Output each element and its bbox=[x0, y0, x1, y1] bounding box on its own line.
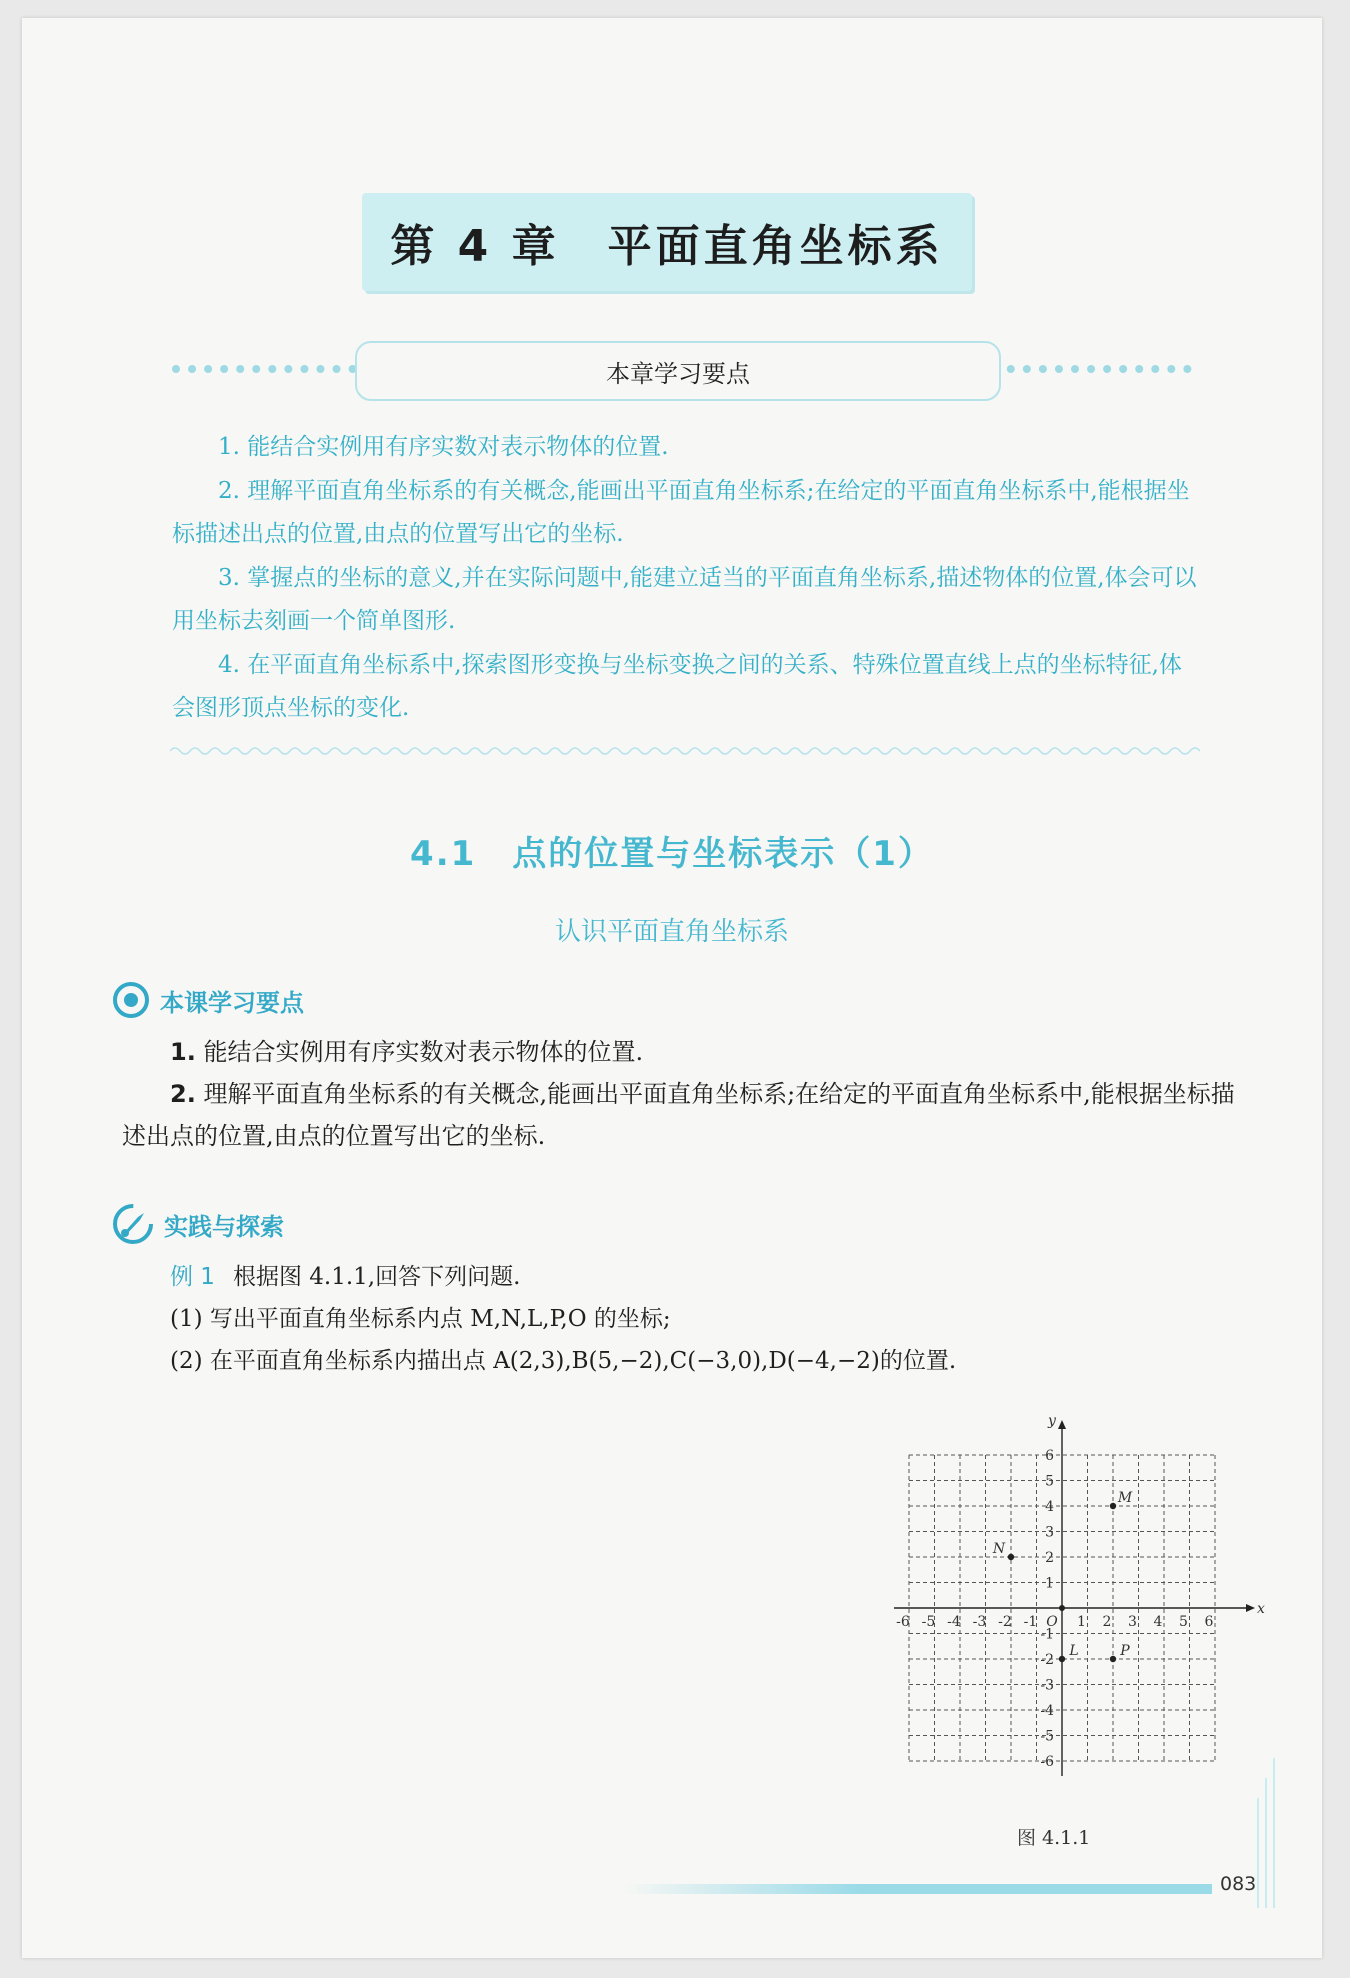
point-M bbox=[1110, 1503, 1116, 1509]
example-1 bbox=[170, 1256, 1250, 1382]
question-2: (2) 在平面直角坐标系内描出点 A(2,3),B(5,−2),C(−3,0),D(−4,−2)的位置. bbox=[170, 1348, 957, 1374]
rocket-icon bbox=[112, 1203, 154, 1245]
x-tick-label: -2 bbox=[998, 1614, 1012, 1630]
lesson-point-number: 1. bbox=[170, 1038, 196, 1066]
x-tick-label: -3 bbox=[972, 1614, 987, 1630]
chapter-key-points-list bbox=[172, 426, 1202, 731]
example-label: 例 1 bbox=[170, 1264, 215, 1290]
question-1: (1) 写出平面直角坐标系内点 M,N,L,P,O 的坐标; bbox=[170, 1306, 671, 1332]
x-tick-label: 1 bbox=[1077, 1614, 1086, 1630]
section-title: 4.1 点的位置与坐标表示（1） bbox=[410, 834, 934, 874]
figure-caption: 图 4.1.1 bbox=[1017, 1827, 1091, 1849]
example-text: 根据图 4.1.1,回答下列问题. bbox=[232, 1264, 521, 1290]
lesson-point-text: 能结合实例用有序实数对表示物体的位置. bbox=[195, 1038, 644, 1066]
y-tick-label: -3 bbox=[1040, 1677, 1054, 1694]
y-tick-label: 1 bbox=[1045, 1575, 1054, 1592]
point-label-N: N bbox=[992, 1541, 1006, 1557]
y-tick-label: -5 bbox=[1040, 1728, 1054, 1745]
x-tick-label: 3 bbox=[1128, 1614, 1137, 1630]
y-tick-label: 3 bbox=[1045, 1524, 1054, 1541]
y-tick-label: 5 bbox=[1045, 1473, 1054, 1490]
point-label-P: P bbox=[1120, 1643, 1130, 1659]
y-tick-label: -2 bbox=[1040, 1652, 1054, 1668]
wave-divider bbox=[170, 745, 1200, 757]
y-tick-label: 2 bbox=[1045, 1550, 1054, 1566]
footer-bar bbox=[622, 1884, 1212, 1894]
chapter-key-point: 4. 在平面直角坐标系中,探索图形变换与坐标变换之间的关系、特殊位置直线上点的坐标特征,体会图形顶点坐标的变化. bbox=[172, 651, 1182, 721]
practice-heading: 实践与探索 bbox=[164, 1212, 284, 1241]
lesson-point-number: 2. bbox=[170, 1080, 196, 1108]
lesson-points-heading-row bbox=[112, 981, 304, 1019]
x-tick-label: 5 bbox=[1179, 1614, 1188, 1630]
chapter-key-points-heading-box bbox=[355, 341, 1001, 401]
chapter-banner bbox=[362, 193, 972, 291]
section-subtitle: 认识平面直角坐标系 bbox=[554, 917, 789, 947]
point-L bbox=[1059, 1656, 1065, 1662]
y-axis-arrow bbox=[1058, 1420, 1066, 1429]
y-tick-label: -4 bbox=[1040, 1703, 1054, 1719]
chapter-key-point: 1. 能结合实例用有序实数对表示物体的位置. bbox=[218, 434, 669, 460]
x-tick-label: 6 bbox=[1204, 1614, 1214, 1630]
x-axis-label: x bbox=[1257, 1601, 1265, 1617]
lesson-point-text: 理解平面直角坐标系的有关概念,能画出平面直角坐标系;在给定的平面直角坐标系中,能根据坐标描述出点的位置,由点的位置写出它的坐标. bbox=[122, 1080, 1235, 1150]
point-label-M: M bbox=[1117, 1490, 1133, 1506]
textbook-page bbox=[22, 18, 1322, 1958]
x-tick-label: 2 bbox=[1102, 1614, 1112, 1630]
lesson-point bbox=[122, 1031, 1242, 1073]
lesson-point bbox=[122, 1073, 1242, 1157]
chapter-key-point: 3. 掌握点的坐标的意义,并在实际问题中,能建立适当的平面直角坐标系,描述物体的位置,体会可以用坐标去刻画一个简单图形. bbox=[172, 564, 1197, 634]
page-edge-lines bbox=[1254, 1758, 1294, 1908]
y-tick-label: 4 bbox=[1045, 1499, 1054, 1515]
y-tick-label: 6 bbox=[1045, 1448, 1054, 1464]
y-axis-label: y bbox=[1048, 1413, 1056, 1429]
x-tick-label: -1 bbox=[1023, 1614, 1038, 1630]
x-axis-arrow bbox=[1246, 1604, 1255, 1612]
chapter-key-point: 2. 理解平面直角坐标系的有关概念,能画出平面直角坐标系;在给定的平面直角坐标系中,能根据坐标描述出点的位置,由点的位置写出它的坐标. bbox=[172, 477, 1190, 547]
x-tick-label: 4 bbox=[1153, 1614, 1163, 1630]
target-icon bbox=[112, 981, 150, 1019]
point-label-L: L bbox=[1069, 1643, 1079, 1659]
point-N bbox=[1008, 1554, 1014, 1560]
point-P bbox=[1110, 1656, 1116, 1662]
lesson-points-list bbox=[122, 1031, 1242, 1157]
x-tick-label: -6 bbox=[896, 1614, 910, 1630]
point-O bbox=[1059, 1605, 1065, 1611]
coordinate-plane-figure bbox=[872, 1408, 1272, 1808]
origin-label: O bbox=[1046, 1614, 1058, 1630]
practice-heading-row bbox=[112, 1203, 284, 1245]
lesson-points-heading: 本课学习要点 bbox=[160, 988, 304, 1017]
example-intro bbox=[170, 1256, 1250, 1298]
y-tick-label: -6 bbox=[1040, 1754, 1054, 1770]
chapter-key-points-heading: 本章学习要点 bbox=[606, 359, 750, 388]
chapter-title: 第 4 章 平面直角坐标系 bbox=[390, 221, 944, 272]
y-tick-label: -1 bbox=[1040, 1626, 1054, 1643]
page-number: 083 bbox=[1220, 1873, 1257, 1895]
x-tick-label: -5 bbox=[921, 1614, 936, 1630]
x-tick-label: -4 bbox=[947, 1614, 961, 1630]
